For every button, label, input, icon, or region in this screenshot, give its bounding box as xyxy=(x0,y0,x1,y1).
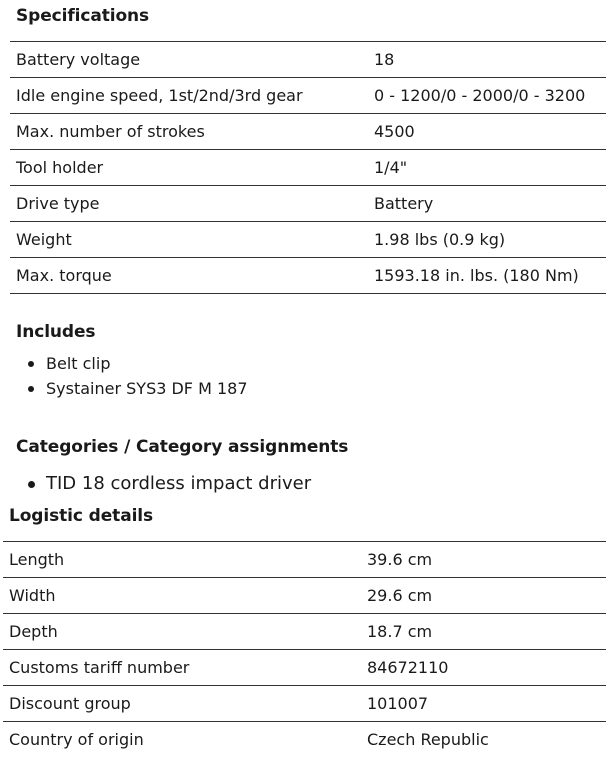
spec-value: 1/4" xyxy=(374,150,606,186)
logistics-label: Discount group xyxy=(3,686,367,722)
spec-label: Tool holder xyxy=(10,150,374,186)
table-row xyxy=(3,614,606,650)
spec-value: 1.98 lbs (0.9 kg) xyxy=(374,222,606,258)
specifications-heading: Specifications xyxy=(16,6,150,26)
table-row xyxy=(10,42,606,78)
table-row xyxy=(3,578,606,614)
spec-label: Max. torque xyxy=(10,258,374,294)
logistics-value: 18.7 cm xyxy=(367,614,606,650)
list-item: Systainer SYS3 DF M 187 xyxy=(16,376,248,401)
spec-label: Weight xyxy=(10,222,374,258)
table-row xyxy=(10,222,606,258)
logistics-label: Customs tariff number xyxy=(3,650,367,686)
categories-heading: Categories / Category assignments xyxy=(16,437,349,457)
list-item: Belt clip xyxy=(16,351,248,376)
logistics-heading: Logistic details xyxy=(9,506,154,526)
spec-label: Idle engine speed, 1st/2nd/3rd gear xyxy=(10,78,374,114)
category-link[interactable]: TID 18 cordless impact driver xyxy=(16,470,311,498)
table-row xyxy=(10,78,606,114)
spec-label: Drive type xyxy=(10,186,374,222)
logistics-value: 39.6 cm xyxy=(367,542,606,578)
logistics-value: 29.6 cm xyxy=(367,578,606,614)
spec-value: 18 xyxy=(374,42,606,78)
table-row xyxy=(10,114,606,150)
includes-heading: Includes xyxy=(16,322,96,342)
table-row xyxy=(3,722,606,758)
specifications-table xyxy=(10,41,606,294)
table-row xyxy=(10,150,606,186)
logistics-value: Czech Republic xyxy=(367,730,489,749)
table-row xyxy=(3,650,606,686)
spec-value: 0 - 1200/0 - 2000/0 - 3200 xyxy=(374,78,606,114)
table-row xyxy=(3,542,606,578)
logistics-table xyxy=(3,541,606,757)
spec-value: Battery xyxy=(374,186,606,222)
spec-value: 4500 xyxy=(374,114,606,150)
logistics-label: Country of origin xyxy=(9,730,144,749)
logistics-label: Width xyxy=(3,578,367,614)
logistics-value: 101007 xyxy=(367,686,606,722)
spec-label: Battery voltage xyxy=(10,42,374,78)
includes-list xyxy=(16,351,248,401)
table-row xyxy=(10,186,606,222)
spec-label: Max. number of strokes xyxy=(10,114,374,150)
logistics-value: 84672110 xyxy=(367,650,606,686)
categories-list xyxy=(16,470,311,498)
logistics-label: Depth xyxy=(3,614,367,650)
table-row xyxy=(3,686,606,722)
spec-value: 1593.18 in. lbs. (180 Nm) xyxy=(374,258,606,294)
table-row xyxy=(10,258,606,294)
logistics-label: Length xyxy=(3,542,367,578)
